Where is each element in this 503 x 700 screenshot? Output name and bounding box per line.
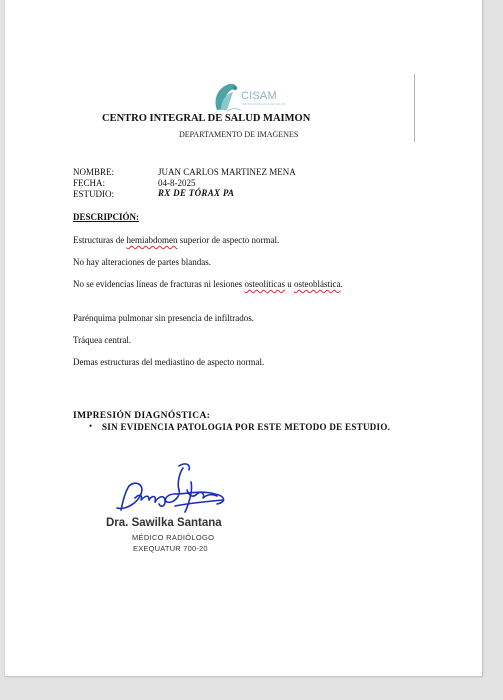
- name-value: JUAN CARLOS MARTINEZ MENA: [158, 167, 296, 177]
- description-title: DESCRIPCIÓN:: [73, 212, 140, 222]
- organization-name: CENTRO INTEGRAL DE SALUD MAIMON: [102, 113, 311, 124]
- description-paragraph-4: Parénquima pulmonar sin presencia de infiltrados.: [73, 313, 254, 323]
- handwritten-signature-icon: [105, 460, 235, 522]
- spellcheck-flagged-word: osteoblástica: [293, 279, 341, 289]
- description-paragraph-6: Demas estructuras del mediastino de aspecto normal.: [73, 357, 265, 367]
- logo-wordmark: CISAM: [241, 90, 277, 102]
- signatory-name: Dra. Sawilka Santana: [106, 517, 222, 529]
- date-label: FECHA:: [73, 178, 106, 188]
- signatory-exequatur: EXEQUATUR 700-20: [133, 544, 208, 553]
- description-paragraph-3: No se evidencias líneas de fracturas ni lesiones osteolíticas u osteoblástica.: [73, 279, 343, 289]
- document-page: [5, 0, 483, 677]
- signatory-role: MÉDICO RADIÓLOGO: [132, 533, 215, 542]
- impression-title: IMPRESIÓN DIAGNÓSTICA:: [73, 411, 211, 421]
- description-paragraph-5: Tráquea central.: [73, 335, 132, 345]
- bullet-icon: •: [89, 421, 93, 431]
- description-paragraph-1: Estructuras de hemiabdomen superior de aspecto normal.: [73, 235, 280, 245]
- date-value: 04-8-2025: [158, 178, 196, 188]
- logo-subtext: CENTRO INTEGRAL DE SALUD: [241, 102, 286, 106]
- spellcheck-flagged-word: osteolíticas: [244, 279, 285, 289]
- study-value: RX DE TÓRAX PA: [158, 188, 235, 198]
- description-paragraph-2: No hay alteraciones de partes blandas.: [73, 257, 211, 267]
- study-label: ESTUDIO:: [73, 189, 114, 199]
- margin-guide-line: [414, 74, 415, 142]
- department-name: DEPARTAMENTO DE IMAGENES: [179, 130, 299, 139]
- impression-item: SIN EVIDENCIA PATOLOGIA POR ESTE METODO DE ESTUDIO.: [102, 422, 391, 432]
- name-label: NOMBRE:: [73, 167, 115, 177]
- spellcheck-flagged-word: hemiabdomen: [126, 235, 178, 245]
